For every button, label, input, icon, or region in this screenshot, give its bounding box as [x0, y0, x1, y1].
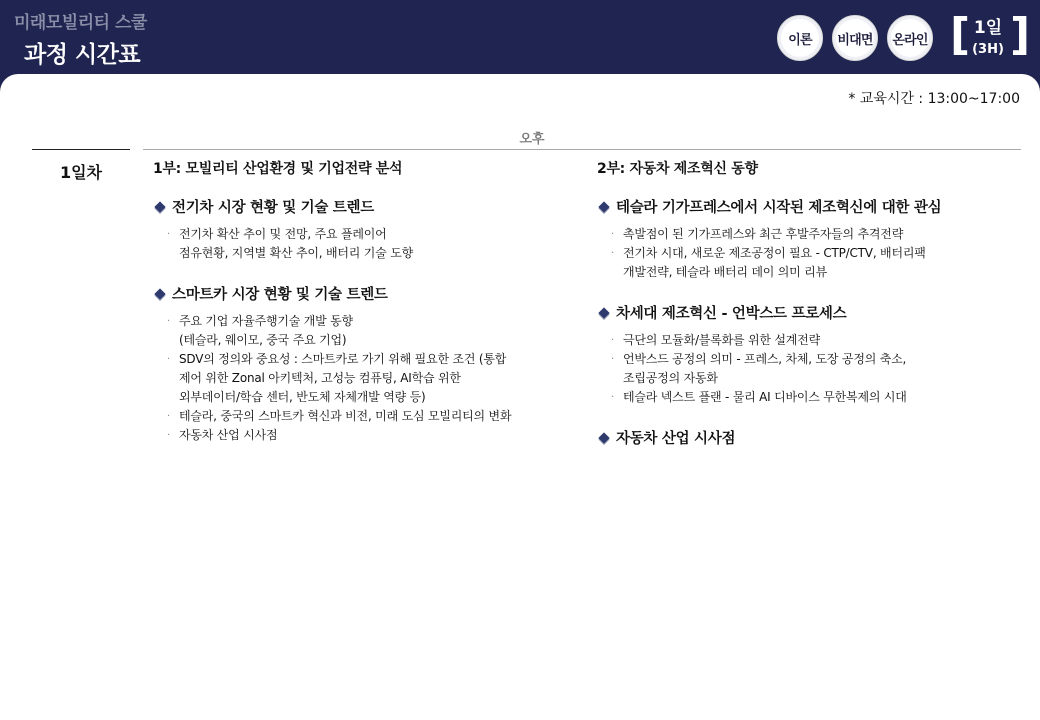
item-text: (테슬라, 웨이모, 중국 주요 기업) — [179, 333, 347, 347]
list-item — [167, 312, 573, 350]
right-bracket-icon: ] — [1010, 9, 1031, 60]
item-text: SDV의 정의와 중요성 : 스마트카로 가기 위해 필요한 조건 (통합 — [179, 352, 507, 366]
topic-items — [153, 225, 573, 263]
item-text: 언박스드 공정의 의미 - 프레스, 차체, 도장 공정의 축소, — [623, 352, 907, 366]
topic-heading — [597, 427, 1017, 448]
diamond-bullet-icon — [154, 288, 165, 299]
page-title: 과정 시간표 — [24, 42, 141, 68]
item-text: 전기차 시대, 새로운 제조공정이 필요 - CTP/CTV, 배터리팩 — [623, 246, 926, 260]
topic-title: 테슬라 기가프레스에서 시작된 제조혁신에 대한 관심 — [616, 200, 942, 216]
diamond-bullet-icon — [598, 201, 609, 212]
topic-heading — [597, 302, 1017, 323]
list-item — [611, 350, 1017, 388]
school-name: 미래모빌리티 스쿨 — [14, 13, 147, 33]
list-item — [167, 225, 573, 263]
item-text: 촉발점이 된 기가프레스와 최근 후발주자들의 추격전략 — [623, 227, 904, 241]
bullet-icon: · — [611, 354, 614, 365]
list-item — [167, 426, 573, 445]
bullet-icon: · — [167, 229, 170, 240]
diamond-bullet-icon — [598, 307, 609, 318]
item-text: 극단의 모듈화/블록화를 위한 설계전략 — [623, 333, 820, 347]
list-item — [611, 331, 1017, 350]
non-face-to-face-badge: 비대면 — [832, 15, 878, 61]
diamond-bullet-icon — [154, 201, 165, 212]
item-text: 외부데이터/학습 센터, 반도체 자체개발 역량 등) — [179, 390, 426, 404]
online-badge: 온라인 — [887, 15, 933, 61]
part-1-column — [153, 158, 573, 465]
part-2-column — [597, 158, 1017, 456]
list-item — [167, 350, 573, 407]
topic-title: 자동차 산업 시사점 — [616, 431, 736, 447]
bullet-icon: · — [611, 229, 614, 240]
topic-items — [153, 312, 573, 445]
bullet-icon: · — [611, 392, 614, 403]
part-title: 1부: 모빌리티 산업환경 및 기업전략 분석 — [153, 161, 403, 177]
topic-items — [597, 331, 1017, 407]
duration: (3H) — [972, 42, 1004, 57]
list-item — [611, 388, 1017, 407]
bullet-icon: · — [167, 316, 170, 327]
bullet-icon: · — [167, 430, 170, 441]
day-label: 1일차 — [59, 163, 103, 182]
list-item — [167, 407, 573, 426]
topic-title: 스마트카 시장 현황 및 기술 트렌드 — [172, 287, 388, 303]
topic-heading — [153, 196, 573, 217]
topic-heading — [597, 196, 1017, 217]
topic-title: 차세대 제조혁신 - 언박스드 프로세스 — [616, 306, 847, 322]
time-note: * 교육시간 : 13:00~17:00 — [848, 91, 1020, 107]
list-item — [611, 244, 1017, 282]
diamond-bullet-icon — [598, 432, 609, 443]
bullet-icon: · — [611, 248, 614, 259]
divider — [32, 149, 130, 150]
topic-items — [597, 225, 1017, 282]
list-item — [611, 225, 1017, 244]
item-text: 주요 기업 자율주행기술 개발 동향 — [179, 314, 353, 328]
item-text: 테슬라, 중국의 스마트카 혁신과 비전, 미래 도심 모빌리티의 변화 — [179, 409, 512, 423]
theory-badge: 이론 — [777, 15, 823, 61]
left-bracket-icon: [ — [950, 9, 971, 60]
item-text: 테슬라 넥스트 플랜 - 물리 AI 디바이스 무한복제의 시대 — [623, 390, 907, 404]
bullet-icon: · — [167, 411, 170, 422]
day-count: 1일 — [973, 18, 1003, 38]
period-label: 오후 — [519, 132, 545, 147]
item-text: 조립공정의 자동화 — [623, 371, 718, 385]
item-text: 자동차 산업 시사점 — [179, 428, 278, 442]
item-text: 전기차 확산 추이 및 전망, 주요 플레이어 — [179, 227, 387, 241]
topic-heading — [153, 283, 573, 304]
item-text: 점유현황, 지역별 확산 추이, 배터리 기술 도향 — [179, 246, 413, 260]
divider — [143, 149, 1021, 150]
item-text: 제어 위한 Zonal 아키텍처, 고성능 컴퓨팅, AI학습 위한 — [179, 371, 461, 385]
topic-title: 전기차 시장 현황 및 기술 트렌드 — [172, 200, 374, 216]
bullet-icon: · — [611, 335, 614, 346]
part-title: 2부: 자동차 제조혁신 동향 — [597, 161, 758, 177]
bullet-icon: · — [167, 354, 170, 365]
item-text: 개발전략, 테슬라 배터리 데이 의미 리뷰 — [623, 265, 827, 279]
